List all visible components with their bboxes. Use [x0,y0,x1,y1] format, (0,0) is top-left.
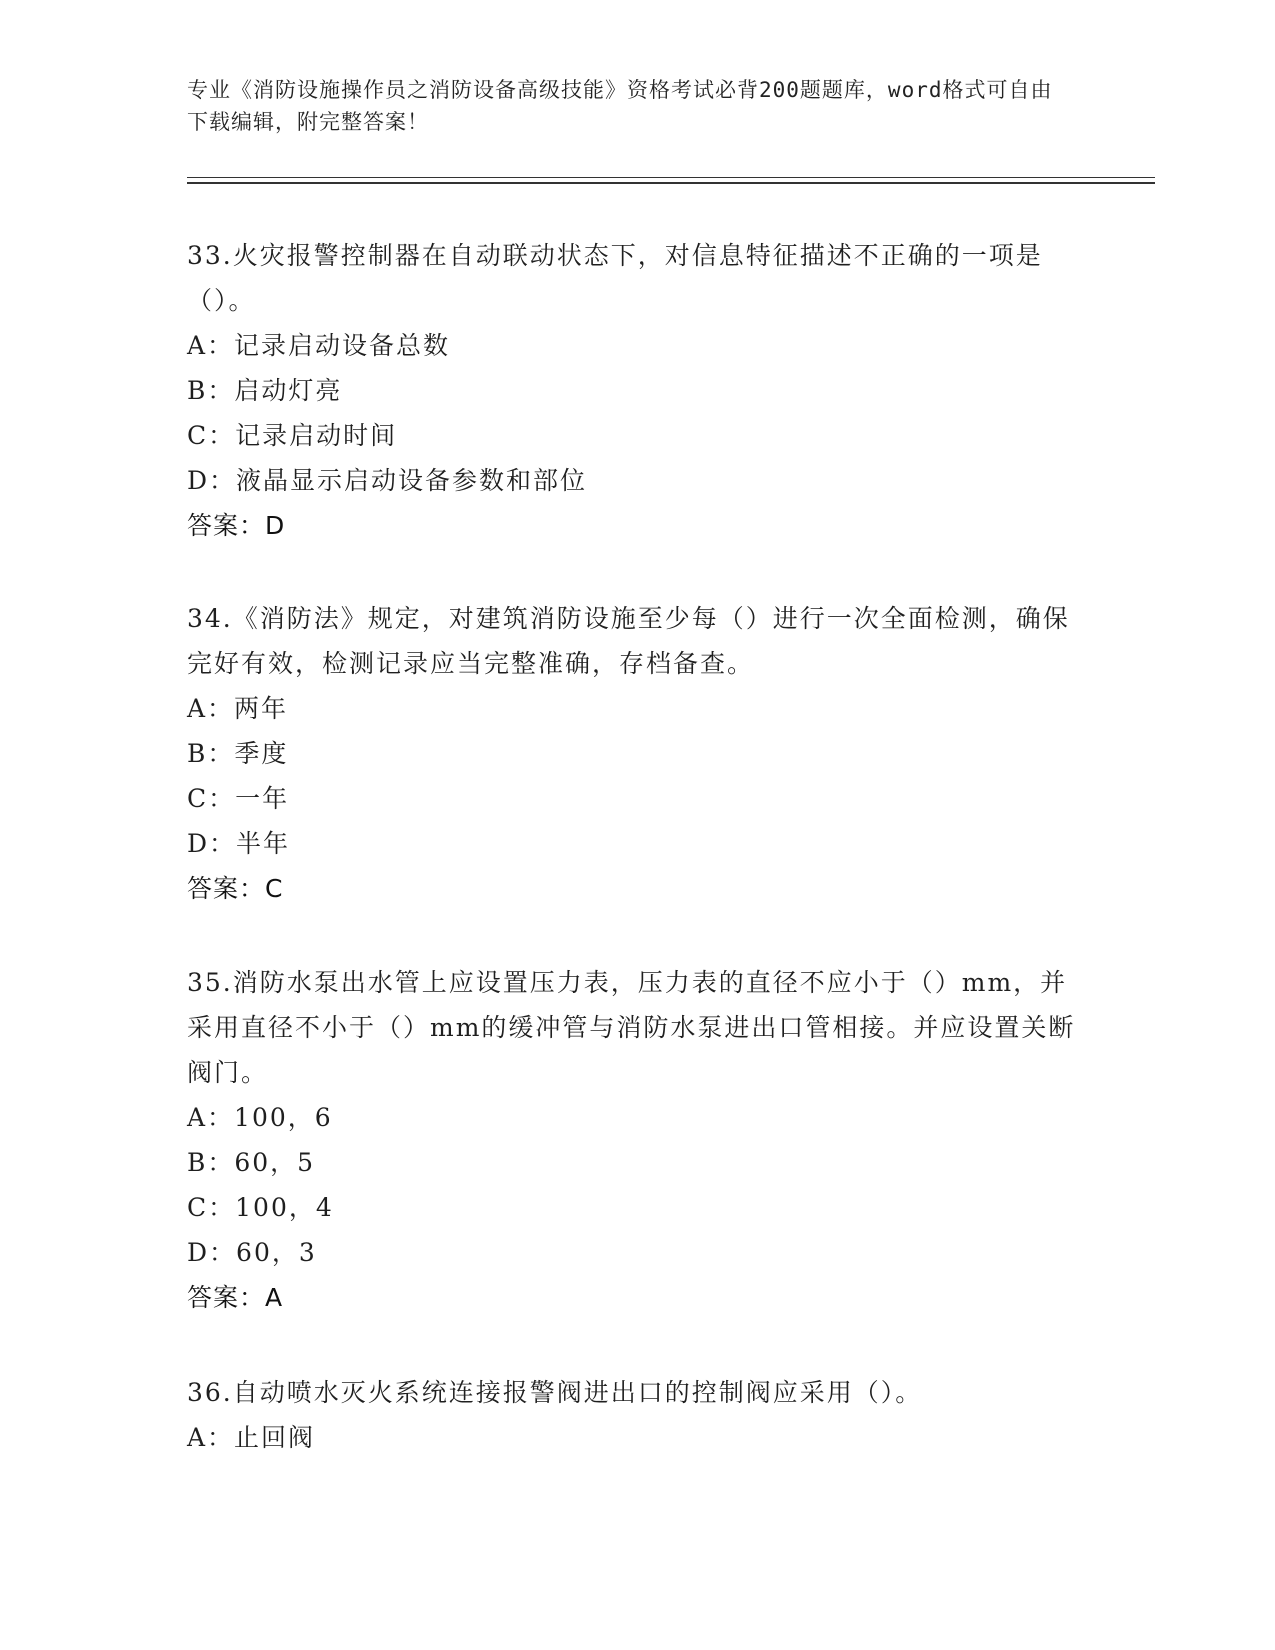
question-text: 36.自动喷水灭火系统连接报警阀进出口的控制阀应采用（）。 [187,1378,923,1407]
option-a: A：两年 [187,694,289,723]
question-34 [187,596,1087,911]
question-33 [187,233,1087,548]
option-d: D：半年 [187,829,291,858]
option-c: C：记录启动时间 [187,421,398,450]
header-divider-thick [187,182,1155,184]
option-b: B：季度 [187,739,289,768]
question-text: 35.消防水泵出水管上应设置压力表，压力表的直径不应小于（）mm，并采用直径不小于（）mm的缓冲管与消防水泵进出口管相接。并应设置关断阀门。 [187,968,1076,1087]
option-b: B：启动灯亮 [187,376,343,405]
question-35 [187,960,1087,1320]
answer: 答案：C [187,874,284,903]
option-d: D：液晶显示启动设备参数和部位 [187,466,588,495]
header-divider-thin [187,177,1155,178]
answer: 答案：D [187,511,286,540]
option-a: A：100，6 [187,1103,333,1132]
option-a: A：记录启动设备总数 [187,331,451,360]
option-c: C：100，4 [187,1193,334,1222]
option-b: B：60，5 [187,1148,316,1177]
answer: 答案：A [187,1283,284,1312]
question-text: 33.火灾报警控制器在自动联动状态下，对信息特征描述不正确的一项是（）。 [187,241,1043,315]
option-d: D：60，3 [187,1238,317,1267]
option-c: C：一年 [187,784,290,813]
option-a: A：止回阀 [187,1423,316,1452]
question-36 [187,1370,1087,1460]
question-text: 34.《消防法》规定，对建筑消防设施至少每（）进行一次全面检测，确保完好有效，检测记录应当完整准确，存档备查。 [187,604,1070,678]
document-header: 专业《消防设施操作员之消防设备高级技能》资格考试必背200题题库，word格式可自由下载编辑，附完整答案！ [187,78,1053,134]
